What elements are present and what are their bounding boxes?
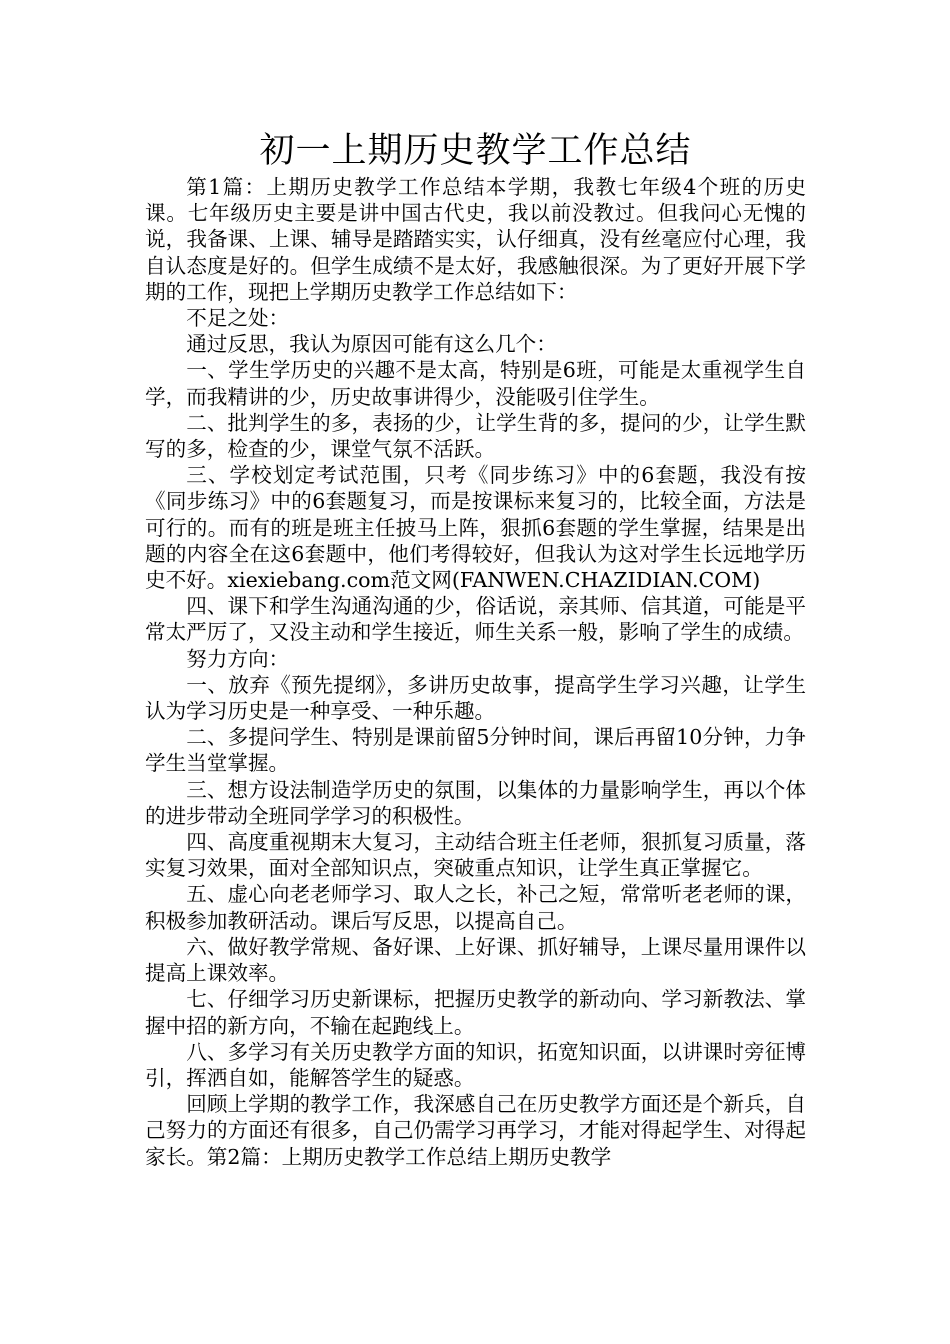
paragraph-direction-8: 八、多学习有关历史教学方面的知识，拓宽知识面，以讲课时旁征博引，挥洒自如，能解答学生的疑惑。: [145, 1039, 806, 1090]
paragraph-direction-2: 二、多提问学生、特别是课前留5分钟时间，课后再留10分钟，力争学生当堂掌握。: [145, 725, 806, 776]
paragraph-reason-4: 四、课下和学生沟通沟通的少，俗话说，亲其师、信其道，可能是平常太严厉了，又没主动和学生接近，师生关系一般，影响了学生的成绩。: [145, 594, 806, 645]
document-title: 初一上期历史教学工作总结: [259, 131, 692, 171]
paragraph-intro: 第1篇：上期历史教学工作总结本学期，我教七年级4个班的历史课。七年级历史主要是讲中国古代史，我以前没教过。但我问心无愧的说，我备课、上课、辅导是踏踏实实，认仔细真，没有丝毫应付心理，我自认态度是好的。但学生成绩不是太好，我感触很深。为了更好开展下学期的工作，现把上学期历史教学工作总结如下：: [145, 175, 806, 304]
paragraph-shortcomings-heading: 不足之处：: [186, 306, 290, 331]
paragraph-direction-3: 三、想方设法制造学历史的氛围，以集体的力量影响学生，再以个体的进步带动全班同学学习的积极性。: [145, 777, 806, 828]
paragraph-direction-1: 一、放弃《预先提纲》，多讲历史故事，提高学生学习兴趣，让学生认为学习历史是一种享受、一种乐趣。: [145, 672, 806, 724]
paragraph-direction-heading: 努力方向：: [186, 646, 290, 671]
paragraph-reason-2: 二、批判学生的多，表扬的少，让学生背的多，提问的少，让学生默写的多，检查的少，课堂气氛不活跃。: [145, 410, 806, 462]
paragraph-direction-5: 五、虚心向老老师学习、取人之长，补己之短，常常听老老师的课，积极参加教研活动。课后写反思，以提高自己。: [145, 882, 806, 933]
paragraph-direction-6: 六、做好教学常规、备好课、上好课、抓好辅导，上课尽量用课件以提高上课效率。: [145, 934, 806, 986]
document-body: [145, 174, 806, 1170]
paragraph-reflection: 通过反思，我认为原因可能有这么几个：: [186, 332, 557, 357]
document-page: [145, 128, 806, 1170]
paragraph-reason-3: 三、学校划定考试范围，只考《同步练习》中的6套题，我没有按《同步练习》中的6套题复习，而是按课标来复习的，比较全面，方法是可行的。而有的班是班主任披马上阵，狠抓6套题的学生掌握，结果是出题的内容全在这6套题中，他们考得较好，但我认为这对学生长远地学历史不好。xiexiebang.com范文网(FANWEN.CHAZIDIAN.COM): [145, 463, 806, 593]
paragraph-reason-1: 一、学生学历史的兴趣不是太高，特别是6班，可能是太重视学生自学，而我精讲的少，历史故事讲得少，没能吸引住学生。: [145, 358, 806, 409]
paragraph-direction-7: 七、仔细学习历史新课标，把握历史教学的新动向、学习新教法、掌握中招的新方向，不输在起跑线上。: [145, 987, 806, 1038]
paragraph-direction-4: 四、高度重视期末大复习，主动结合班主任老师，狠抓复习质量，落实复习效果，面对全部知识点，突破重点知识，让学生真正掌握它。: [145, 830, 806, 881]
paragraph-conclusion: 回顾上学期的教学工作，我深感自己在历史教学方面还是个新兵，自己努力的方面还有很多，自己仍需学习再学习，才能对得起学生、对得起家长。第2篇：上期历史教学工作总结上期历史教学: [145, 1092, 806, 1169]
